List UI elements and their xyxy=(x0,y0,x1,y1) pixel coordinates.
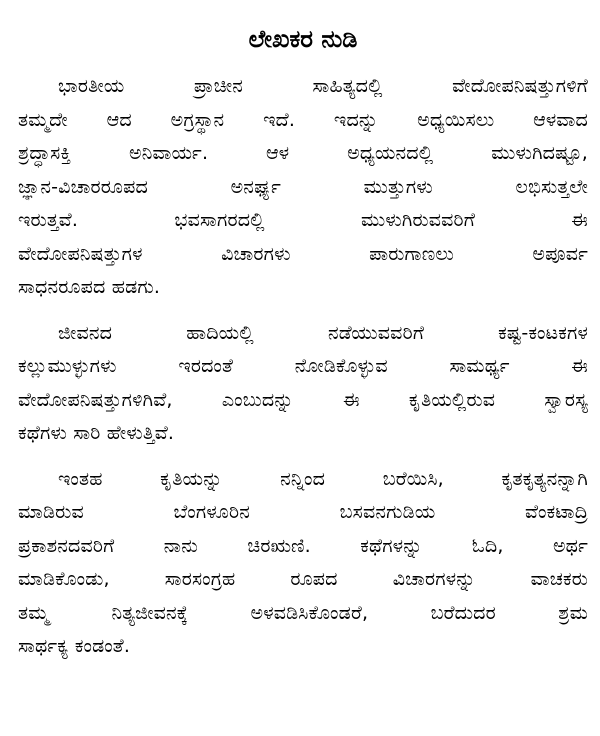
text-line: ಮಾಡಿರುವ ಬೆಂಗಳೂರಿನ ಬಸವನಗುಡಿಯ ವೆಂಕಟಾದ್ರಿ xyxy=(18,501,588,523)
text-line: ತಮ್ಮ ನಿತ್ಯಜೀವನಕ್ಕೆ ಅಳವಡಿಸಿಕೊಂಡರೆ, ಬರೆದುದರ ಶ್ರಮ xyxy=(18,601,588,624)
text-line: ಪ್ರಕಾಶನದವರಿಗೆ ನಾನು ಚಿರಋಣಿ. ಕಥೆಗಳನ್ನು ಓದಿ, ಅರ್ಥ xyxy=(18,534,588,557)
text-line: ಕಲ್ಲುಮುಳ್ಳುಗಳು ಇರದಂತೆ ನೋಡಿಕೊಳ್ಳುವ ಸಾಮರ್ಥ್ಯ ಈ xyxy=(18,355,588,377)
text-line: ವೇದೋಪನಿಷತ್ತುಗಳ ವಿಚಾರಗಳು ಪಾರುಗಾಣಲು ಅಪೂರ್ವ xyxy=(18,242,588,265)
text-line: ತಮ್ಮದೇ ಆದ ಅಗ್ರಸ್ಥಾನ ಇದೆ. ಇದನ್ನು ಅಧ್ಯಯಿಸಲು ಆಳವಾದ xyxy=(18,108,588,131)
text-line: ಇರುತ್ತವೆ. ಭವಸಾಗರದಲ್ಲಿ ಮುಳುಗಿರುವವರಿಗೆ ಈ xyxy=(18,209,588,231)
text-line: ಶ್ರದ್ಧಾಸಕ್ತಿ ಅನಿವಾರ್ಯ. ಆಳ ಅಧ್ಯಯನದಲ್ಲಿ ಮುಳುಗಿದಷ್ಟೂ, xyxy=(18,142,588,164)
text-line: ಜ್ಞಾನ-ವಿಚಾರರೂಪದ ಅನರ್ಘ್ಯ ಮುತ್ತುಗಳು ಲಭಿಸುತ್ತಲೇ xyxy=(18,175,588,198)
paragraph-3 xyxy=(18,463,588,664)
text-line: ಕಥೆಗಳು ಸಾರಿ ಹೇಳುತ್ತಿವೆ. xyxy=(18,422,175,444)
text-line: ಸಾಧನರೂಪದ ಹಡಗು. xyxy=(18,276,161,298)
text-line: ವೇದೋಪನಿಷತ್ತುಗಳಿಗಿವೆ, ಎಂಬುದನ್ನು ಈ ಕೃತಿಯಲ್ಲಿರುವ ಸ್ವಾರಸ್ಯ xyxy=(18,388,588,411)
text-line: ಭಾರತೀಯ ಪ್ರಾಚೀನ ಸಾಹಿತ್ಯದಲ್ಲಿ ವೇದೋಪನಿಷತ್ತುಗಳಿಗೆ xyxy=(58,75,588,97)
text-line: ಸಾರ್ಥಕ್ಯ ಕಂಡಂತೆ. xyxy=(18,635,131,657)
text-line: ಮಾಡಿಕೊಂಡು, ಸಾರಸಂಗ್ರಹ ರೂಪದ ವಿಚಾರಗಳನ್ನು ವಾಚಕರು xyxy=(18,568,588,590)
paragraph-2 xyxy=(18,317,588,451)
text-line: ಇಂತಹ ಕೃತಿಯನ್ನು ನನ್ನಿಂದ ಬರೆಯಿಸಿ, ಕೃತಕೃತ್ಯನನ್ನಾಗಿ xyxy=(58,467,588,490)
paragraph-1 xyxy=(18,70,588,305)
page-title: ಲೇಖಕರ ನುಡಿ xyxy=(248,25,358,53)
text-line: ಜೀವನದ ಹಾದಿಯಲ್ಲಿ ನಡೆಯುವವರಿಗೆ ಕಷ್ಟ-ಕಂಟಕಗಳ xyxy=(58,321,588,344)
